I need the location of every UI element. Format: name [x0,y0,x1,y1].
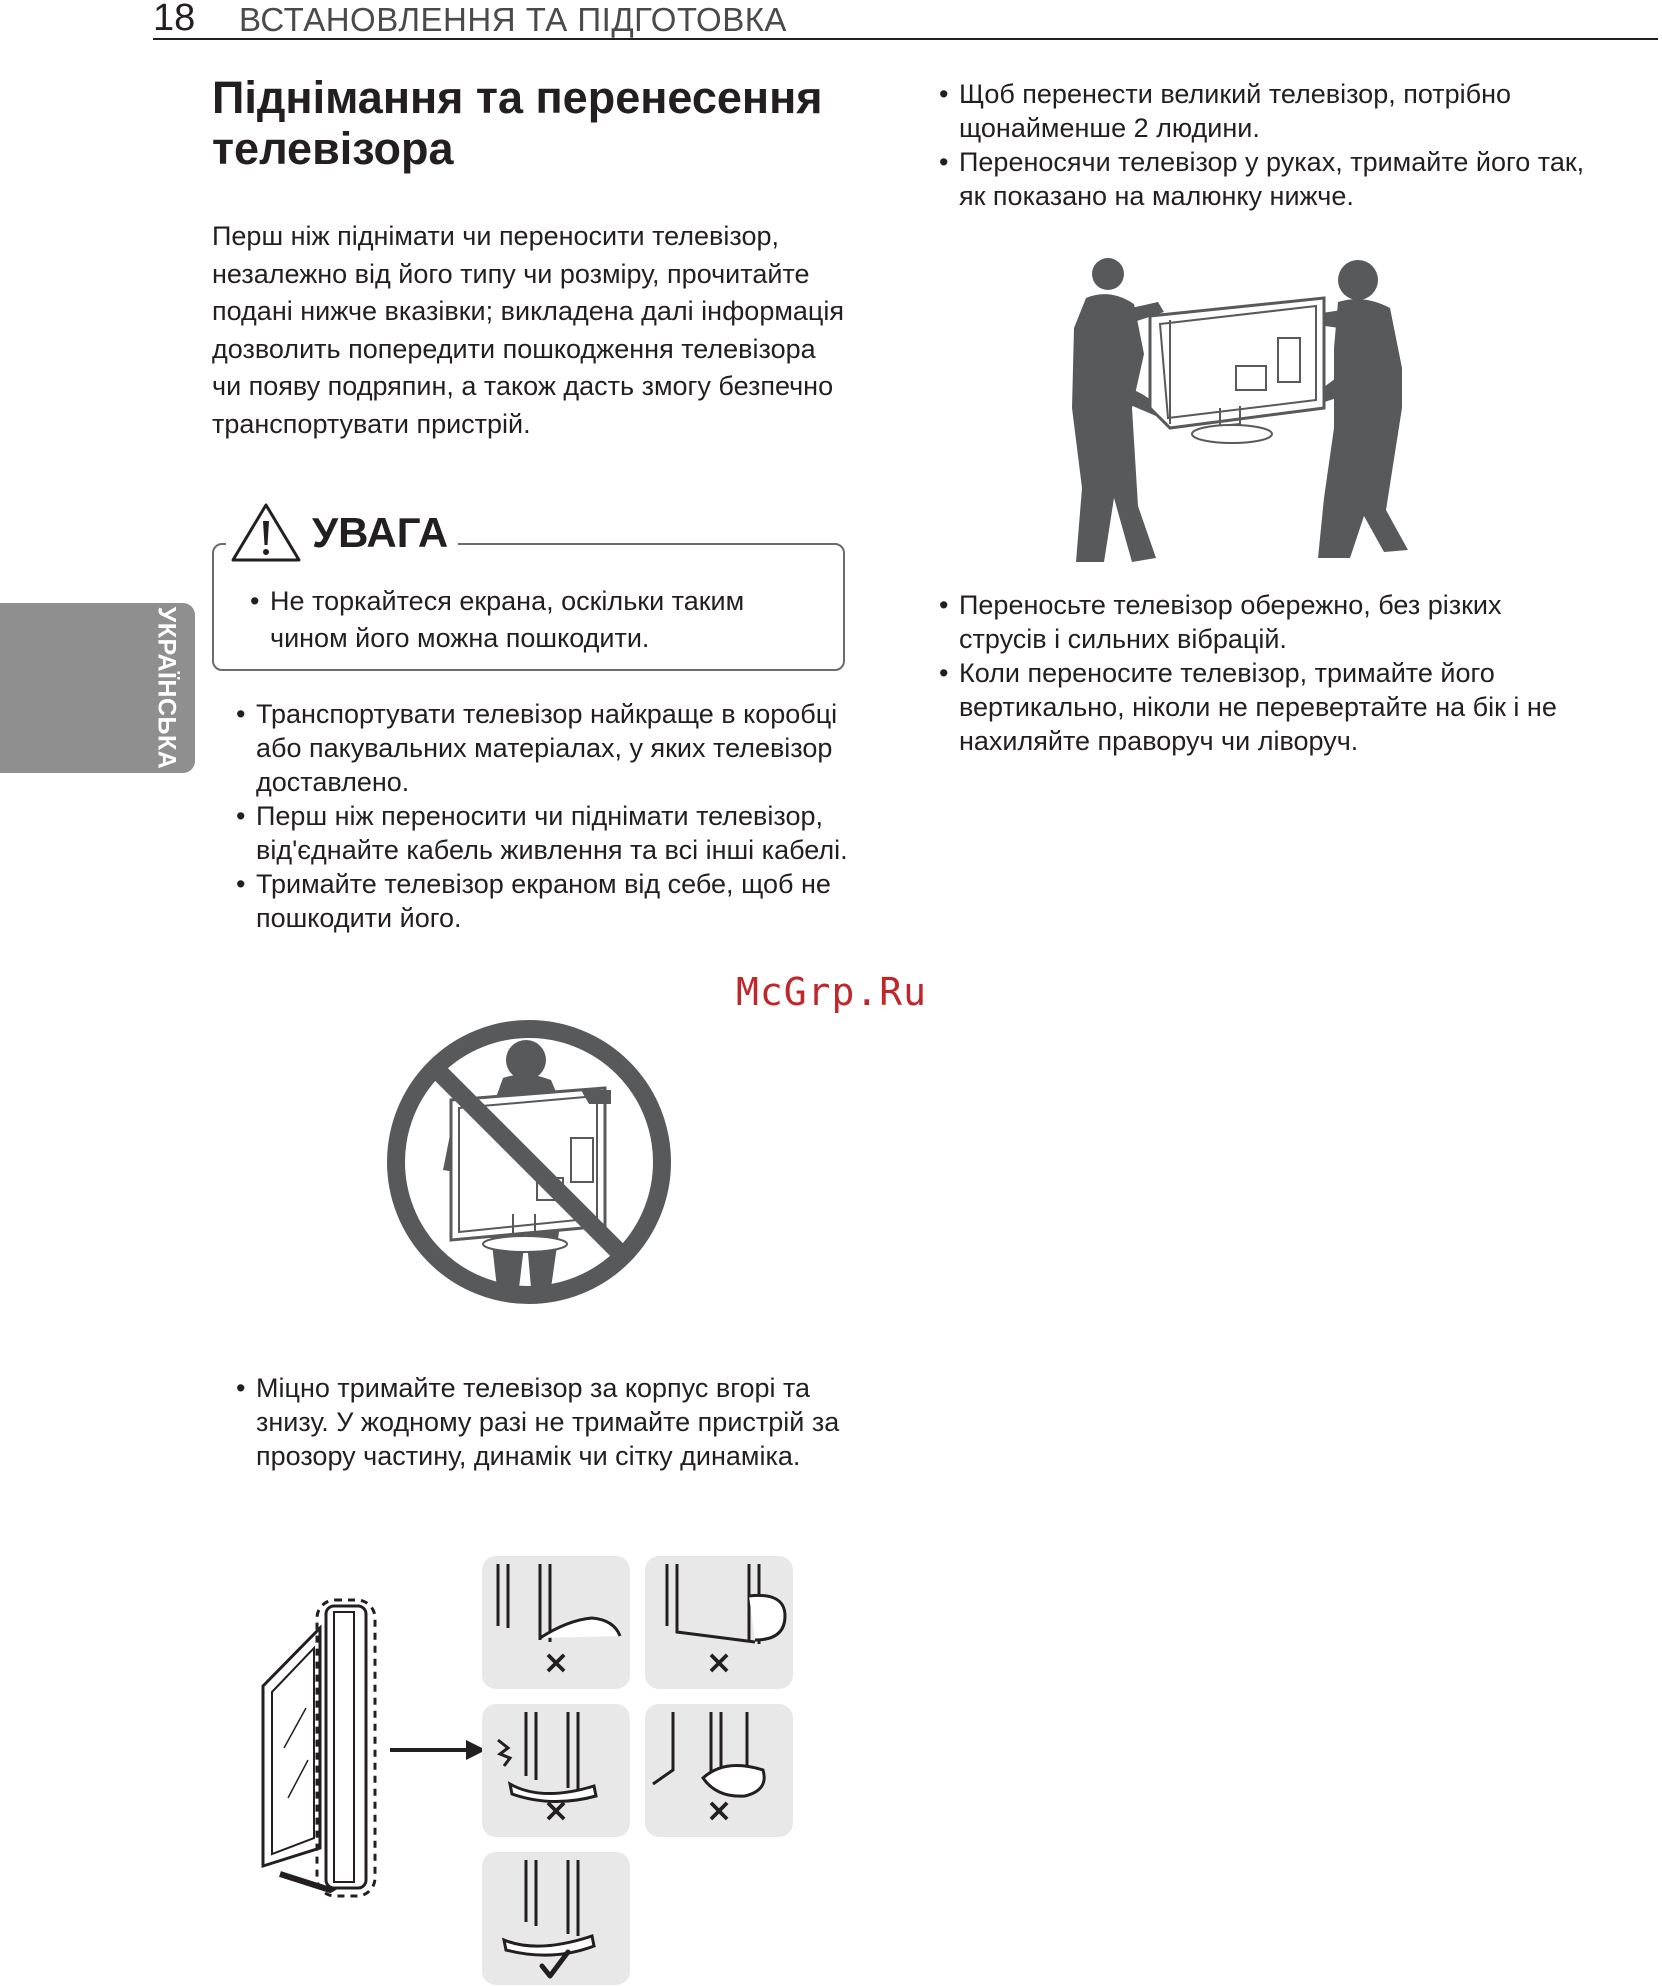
svg-text:×: × [705,1643,733,1681]
list-item: • Міцно тримайте телевізор за корпус вгорі та знизу. У жодному разі не тримайте пристрій за прозору частину, динамік чи сітку динаміка. [236,1371,856,1473]
tv-side-view-illustration [260,1598,490,1903]
list-item: • Коли переносите телевізор, тримайте його вертикально, ніколи не перевертайте на бік і не нахиляйте праворуч чи ліворуч. [939,656,1589,758]
page-header [153,0,1658,40]
list-item: • Тримайте телевізор екраном від себе, щоб не пошкодити його. [236,867,856,935]
intro-paragraph: Перш ніж піднімати чи переносити телевізор, незалежно від його типу чи розміру, прочитайте подані нижче вказівки; викладена далі інформація дозволить попередити пошкодження телевізора чи появу подряпин, а також дасть змогу безпечно транспортувати пристрій. [212,221,844,439]
list-item: • Перш ніж переносити чи піднімати телевізор, від'єднайте кабель живлення та всі інші кабелі. [236,799,856,867]
tile-grip-side-wrong [645,1556,793,1689]
caution-list [250,583,810,657]
tile-grip-bottom-wrong [482,1556,630,1689]
two-person-instructions-list [939,77,1589,213]
section-title: ВСТАНОВЛЕННЯ ТА ПІДГОТОВКА [239,1,787,38]
list-item: • Транспортувати телевізор найкраще в коробці або пакувальних матеріалах, у яких телевізор доставлено. [236,697,856,799]
caution-item: • Не торкайтеся екрана, оскільки таким чином його можна пошкодити. [250,583,810,657]
language-tab-label: УКРАЇНСЬКА [152,606,181,770]
list-item: • Переносячи телевізор у руках, тримайте його так, як показано на малюнку нижче. [939,145,1589,213]
page-number: 18 [153,0,196,39]
two-people-carrying-tv-illustration [1072,258,1424,564]
tile-grip-correct [482,1852,630,1985]
warning-triangle-icon [230,502,302,564]
list-item: • Щоб перенести великий телевізор, потрібно щонайменше 2 людини. [939,77,1589,145]
tile-grip-speaker-wrong [482,1704,630,1837]
tile-grip-corner-wrong [645,1704,793,1837]
page-title: Піднімання та перенесення телевізора [212,72,823,174]
caution-header [226,500,458,566]
svg-text:×: × [542,1791,570,1829]
prohibited-carry-illustration [385,1018,673,1306]
caution-label: УВАГА [312,509,449,556]
caution-box [212,509,845,671]
language-tab [0,603,195,773]
svg-text:×: × [705,1791,733,1829]
list-item: • Переносьте телевізор обережно, без різких струсів і сильних вібрацій. [939,588,1589,656]
hold-body-instructions-list [236,1371,856,1473]
watermark: McGrp.Ru [736,970,928,1014]
transport-instructions-list [236,697,856,935]
svg-text:×: × [542,1643,570,1681]
careful-transport-instructions-list [939,588,1589,758]
